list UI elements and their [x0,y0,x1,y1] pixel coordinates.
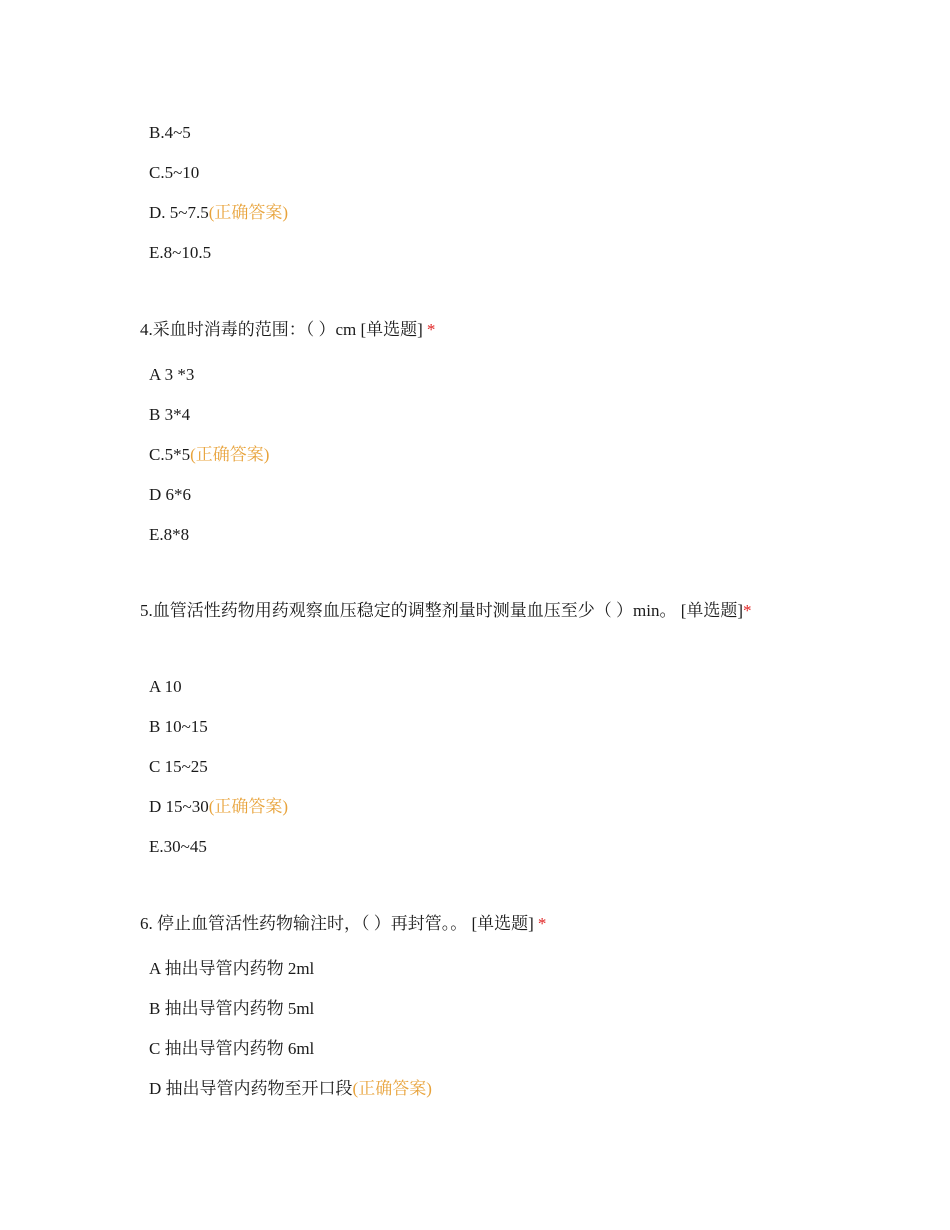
required-mark: * [426,320,436,339]
option-q5-e [149,835,207,859]
option-q4-b [149,403,190,427]
option-q4-a [149,363,194,387]
option-q3-d [149,201,288,225]
option-text: C.5~10 [149,163,200,182]
option-text: B 抽出导管内药物 5ml [149,999,315,1018]
option-text: D 15~30 [149,797,209,816]
option-q5-c [149,755,208,779]
option-q5-b [149,715,208,739]
question-title [140,594,820,628]
option-q3-e [149,241,211,265]
option-text: C 15~25 [149,757,208,776]
option-q3-c [149,161,199,185]
option-q5-d [149,795,288,819]
question-text: 6. 停止血管活性药物输注时，（ ）再封管。。 [单选题] [140,914,534,933]
option-q6-d [149,1077,432,1101]
option-q5-a [149,675,182,699]
option-q6-c [149,1037,314,1061]
correct-answer-tag: (正确答案) [208,203,289,222]
option-text: E.8*8 [149,525,190,544]
required-mark: * [537,914,547,933]
option-text: D 抽出导管内药物至开口段 [149,1079,353,1098]
question-text: 4.采血时消毒的范围：（ ）cm [单选题] [140,320,423,339]
option-q6-a [149,957,314,981]
option-text: C 抽出导管内药物 6ml [149,1039,315,1058]
option-q6-b [149,997,314,1021]
question-text: 5.血管活性药物用药观察血压稳定的调整剂量时测量血压至少（ ）min。 [单选题] [140,601,744,620]
question-title [140,313,820,347]
option-text: E.30~45 [149,837,207,856]
option-text: A 10 [149,677,182,696]
option-q4-e [149,523,189,547]
correct-answer-tag: (正确答案) [352,1079,432,1098]
correct-answer-tag: (正确答案) [190,445,270,464]
correct-answer-tag: (正确答案) [208,797,289,816]
option-q4-d [149,483,191,507]
option-text: A 3 *3 [149,365,195,384]
question-title [140,907,820,941]
option-text: D. 5~7.5 [149,203,209,222]
option-text: A 抽出导管内药物 2ml [149,959,315,978]
option-text: B.4~5 [149,123,191,142]
option-text: D 6*6 [149,485,192,504]
option-q3-b [149,121,191,145]
option-text: B 10~15 [149,717,208,736]
option-text: B 3*4 [149,405,191,424]
required-mark: * [743,601,752,620]
option-text: E.8~10.5 [149,243,212,262]
option-text: C.5*5 [149,445,191,464]
option-q4-c [149,443,269,467]
